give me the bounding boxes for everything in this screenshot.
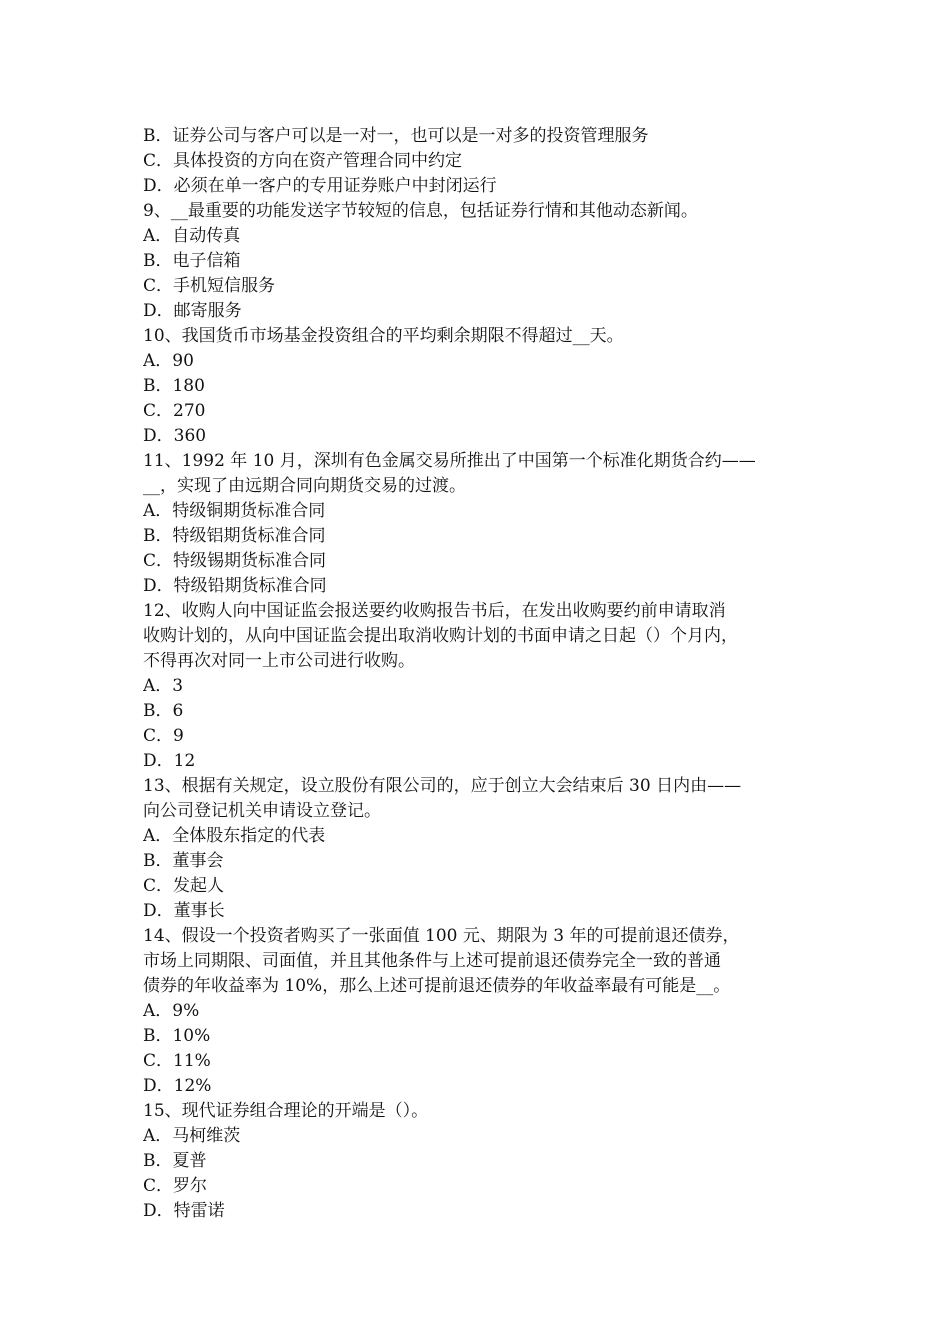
option-line: C．特级锡期货标准合同 — [143, 551, 327, 571]
option-line: C．发起人 — [143, 876, 225, 896]
question-line: 市场上同期限、司面值，并且其他条件与上述可提前退还债券完全一致的普通 — [143, 951, 721, 971]
option-line: D．特雷诺 — [143, 1201, 225, 1221]
option-line: D．特级铅期货标准合同 — [143, 576, 327, 596]
question-line: 收购计划的，从向中国证监会提出取消收购计划的书面申请之日起（）个月内， — [143, 626, 738, 646]
question-line: 10、我国货币市场基金投资组合的平均剩余期限不得超过__天。 — [143, 326, 624, 346]
question-line: 12、收购人向中国证监会报送要约收购报告书后，在发出收购要约前申请取消 — [143, 601, 726, 621]
option-line: A．3 — [143, 676, 184, 696]
question-line: 不得再次对同一上市公司进行收购。 — [143, 651, 415, 671]
option-line: B．180 — [143, 376, 205, 396]
question-line: 向公司登记机关申请设立登记。 — [143, 801, 381, 821]
option-line: D．12 — [143, 751, 196, 771]
option-line: D．360 — [143, 426, 207, 446]
option-line: A．9% — [143, 1001, 200, 1021]
option-line: A．自动传真 — [143, 226, 241, 246]
option-line: A．特级铜期货标准合同 — [143, 501, 326, 521]
option-line: A．全体股东指定的代表 — [143, 826, 326, 846]
question-line: 14、假设一个投资者购买了一张面值 100 元、期限为 3 年的可提前退还债券， — [143, 926, 740, 946]
question-line: 债券的年收益率为 10%，那么上述可提前退还债券的年收益率最有可能是__。 — [143, 976, 731, 996]
question-line: 11、1992 年 10 月，深圳有色金属交易所推出了中国第一个标准化期货合约—— — [143, 451, 756, 471]
option-line: B．董事会 — [143, 851, 224, 871]
option-line: A．90 — [143, 351, 194, 371]
question-line: 13、根据有关规定，设立股份有限公司的，应于创立大会结束后 30 日内由—— — [143, 776, 742, 796]
document-body — [143, 124, 823, 1224]
option-line: C．具体投资的方向在资产管理合同中约定 — [143, 151, 463, 171]
option-line: B．6 — [143, 701, 184, 721]
option-line: B．电子信箱 — [143, 251, 241, 271]
question-line: __，实现了由远期合同向期货交易的过渡。 — [143, 476, 466, 496]
option-line: B．夏普 — [143, 1151, 207, 1171]
option-line: C．11% — [143, 1051, 211, 1071]
option-line: B．特级铝期货标准合同 — [143, 526, 326, 546]
option-line: D．邮寄服务 — [143, 301, 242, 321]
option-line: B．证券公司与客户可以是一对一，也可以是一对多的投资管理服务 — [143, 126, 649, 146]
option-line: C．手机短信服务 — [143, 276, 276, 296]
question-line: 15、现代证券组合理论的开端是（）。 — [143, 1101, 429, 1121]
option-line: C．罗尔 — [143, 1176, 208, 1196]
option-line: C．9 — [143, 726, 184, 746]
option-line: D．董事长 — [143, 901, 225, 921]
question-line: 9、__最重要的功能发送字节较短的信息，包括证券行情和其他动态新闻。 — [143, 201, 698, 221]
option-line: B．10% — [143, 1026, 211, 1046]
option-line: A．马柯维茨 — [143, 1126, 241, 1146]
option-line: C．270 — [143, 401, 206, 421]
option-line: D．12% — [143, 1076, 212, 1096]
option-line: D．必须在单一客户的专用证券账户中封闭运行 — [143, 176, 497, 196]
